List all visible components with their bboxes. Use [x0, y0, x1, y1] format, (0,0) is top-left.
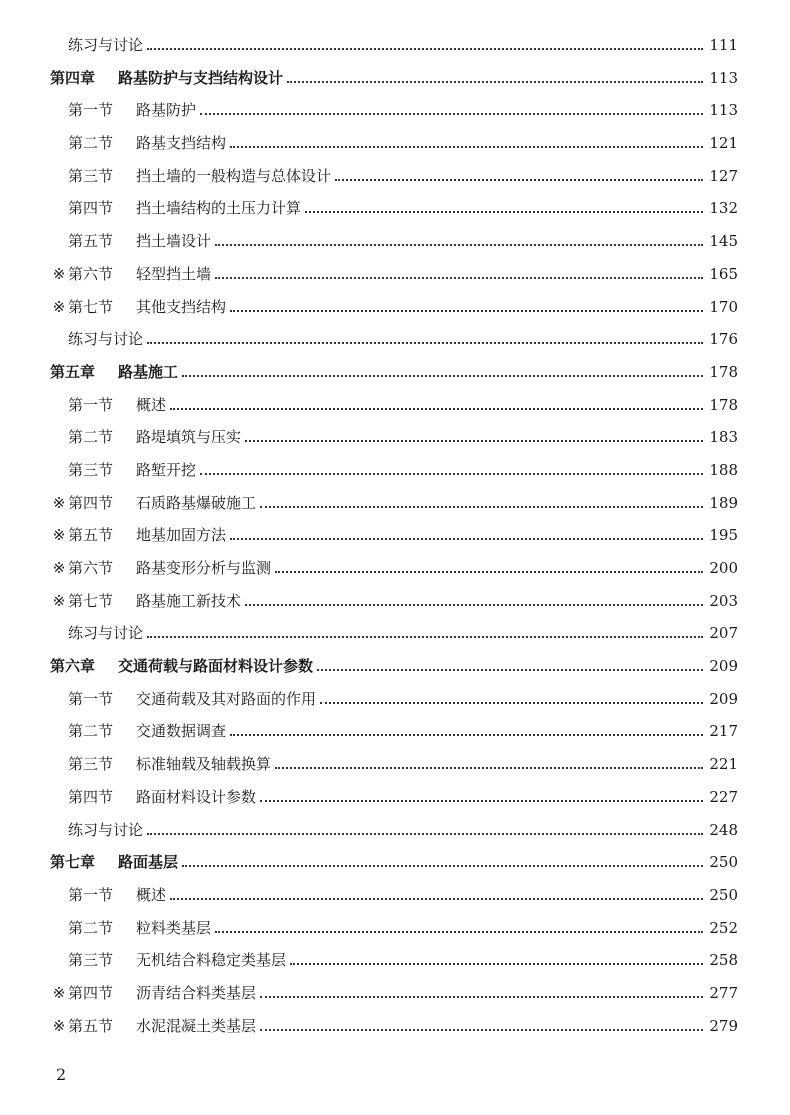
- page-ref: 121: [709, 134, 738, 153]
- toc-section-row[interactable]: [0, 944, 790, 977]
- page-ref: 183: [709, 428, 738, 447]
- section-title: 路基支挡结构: [136, 134, 227, 153]
- section-number: 第一节: [68, 885, 114, 904]
- toc-section-row[interactable]: [0, 977, 790, 1010]
- dot-leader: [260, 505, 703, 508]
- dot-leader: [200, 472, 703, 475]
- section-title: 交通数据调查: [136, 722, 227, 741]
- section-title: 路基变形分析与监测: [136, 559, 272, 577]
- dot-leader: [320, 701, 703, 704]
- dot-leader: [215, 930, 703, 933]
- toc-section-row[interactable]: [0, 225, 790, 258]
- table-of-contents: [0, 29, 790, 1042]
- section-number: 第六节: [68, 559, 114, 577]
- page-ref: 178: [709, 362, 738, 381]
- dot-leader: [147, 832, 703, 835]
- page-ref: 248: [709, 820, 738, 839]
- toc-section-row[interactable]: [0, 160, 790, 193]
- page-ref: 209: [709, 657, 738, 676]
- section-title: 沥青结合料类基层: [136, 983, 257, 1002]
- dot-leader: [200, 112, 703, 115]
- toc-section-row[interactable]: [0, 617, 790, 650]
- section-title: 路堤填筑与压实: [136, 428, 242, 447]
- dot-leader: [245, 603, 703, 606]
- chapter-number: 第七章: [50, 853, 96, 872]
- section-number: 第三节: [68, 460, 114, 479]
- section-number: 第六节: [68, 264, 114, 283]
- page-ref: 195: [709, 526, 738, 545]
- section-title: 标准轴载及轴载换算: [136, 755, 272, 774]
- section-number: 第五节: [68, 526, 114, 545]
- chapter-number: 第六章: [50, 657, 96, 676]
- dot-leader: [182, 374, 703, 377]
- section-title: 路面材料设计参数: [136, 787, 257, 806]
- chapter-title: 路基施工: [118, 362, 179, 381]
- toc-section-row[interactable]: [0, 29, 790, 62]
- section-title: 轻型挡土墙: [136, 264, 212, 283]
- section-title: 无机结合料稳定类基层: [136, 951, 287, 970]
- section-title: 练习与讨论: [68, 624, 144, 643]
- section-title: 练习与讨论: [68, 330, 144, 349]
- page-ref: 113: [709, 101, 738, 120]
- toc-section-row[interactable]: [0, 814, 790, 847]
- optional-marker: ※: [52, 591, 66, 610]
- optional-marker: ※: [52, 526, 66, 545]
- dot-leader: [275, 766, 703, 769]
- page-ref: 203: [709, 591, 738, 610]
- chapter-number: 第四章: [50, 68, 96, 87]
- section-title: 路堑开挖: [136, 460, 197, 479]
- section-number: 第三节: [68, 951, 114, 970]
- dot-leader: [260, 799, 703, 802]
- toc-section-row[interactable]: [0, 487, 790, 520]
- page-ref: 127: [709, 166, 738, 185]
- dot-leader: [230, 309, 703, 312]
- section-title: 概述: [136, 395, 167, 414]
- dot-leader: [170, 897, 703, 900]
- page-ref: 277: [709, 983, 738, 1002]
- chapter-title: 路面基层: [118, 853, 179, 872]
- dot-leader: [147, 341, 703, 344]
- toc-section-row[interactable]: [0, 781, 790, 814]
- section-number: 第四节: [68, 983, 114, 1002]
- toc-section-row[interactable]: [0, 389, 790, 422]
- dot-leader: [147, 47, 703, 50]
- dot-leader: [305, 210, 703, 213]
- dot-leader: [260, 1028, 703, 1031]
- page-ref: 145: [709, 232, 738, 251]
- toc-chapter-row[interactable]: [0, 356, 790, 389]
- section-number: 第五节: [68, 232, 114, 251]
- optional-marker: ※: [52, 493, 66, 512]
- dot-leader: [260, 995, 703, 998]
- page-ref: 209: [709, 689, 738, 708]
- toc-chapter-row[interactable]: [0, 846, 790, 879]
- page-ref: 113: [709, 68, 738, 87]
- section-number: 第二节: [68, 428, 114, 447]
- dot-leader: [230, 733, 703, 736]
- toc-section-row[interactable]: [0, 421, 790, 454]
- page-ref: 200: [709, 559, 738, 577]
- dot-leader: [230, 537, 703, 540]
- chapter-title: 交通荷载与路面材料设计参数: [118, 657, 314, 676]
- section-number: 第一节: [68, 689, 114, 708]
- dot-leader: [335, 178, 703, 181]
- toc-section-row[interactable]: [0, 879, 790, 912]
- toc-section-row[interactable]: [0, 291, 790, 324]
- toc-chapter-row[interactable]: [0, 62, 790, 95]
- page-ref: 207: [709, 624, 738, 643]
- page-ref: 189: [709, 493, 738, 512]
- page-ref: 176: [709, 330, 738, 349]
- dot-leader: [245, 439, 703, 442]
- page-ref: 188: [709, 460, 738, 479]
- section-title: 路基施工新技术: [136, 591, 242, 610]
- page-ref: 252: [709, 918, 738, 937]
- dot-leader: [215, 243, 703, 246]
- section-title: 路基防护: [136, 101, 197, 120]
- section-number: 第四节: [68, 787, 114, 806]
- toc-chapter-row[interactable]: [0, 650, 790, 683]
- toc-section-row[interactable]: [0, 912, 790, 945]
- section-number: 第四节: [68, 199, 114, 218]
- dot-leader: [290, 962, 703, 965]
- chapter-title: 路基防护与支挡结构设计: [118, 68, 284, 87]
- toc-section-row[interactable]: [0, 127, 790, 160]
- toc-section-row[interactable]: [0, 192, 790, 225]
- section-number: 第一节: [68, 395, 114, 414]
- page-ref: 111: [709, 36, 738, 54]
- chapter-number: 第五章: [50, 362, 96, 381]
- section-title: 挡土墙结构的土压力计算: [136, 199, 302, 218]
- section-number: 第二节: [68, 918, 114, 937]
- page-ref: 132: [709, 199, 738, 218]
- section-title: 交通荷载及其对路面的作用: [136, 689, 317, 708]
- toc-section-row[interactable]: [0, 323, 790, 356]
- section-title: 挡土墙的一般构造与总体设计: [136, 166, 332, 185]
- page-number: 2: [56, 1065, 67, 1084]
- toc-section-row[interactable]: [0, 258, 790, 291]
- toc-section-row[interactable]: [0, 1010, 790, 1043]
- section-title: 练习与讨论: [68, 36, 144, 54]
- section-title: 其他支挡结构: [136, 297, 227, 316]
- optional-marker: ※: [52, 1016, 66, 1035]
- dot-leader: [230, 145, 703, 148]
- section-number: 第七节: [68, 297, 114, 316]
- dot-leader: [170, 407, 703, 410]
- page-ref: 178: [709, 395, 738, 414]
- dot-leader: [275, 570, 703, 573]
- section-title: 挡土墙设计: [136, 232, 212, 251]
- section-number: 第四节: [68, 493, 114, 512]
- section-number: 第五节: [68, 1016, 114, 1035]
- optional-marker: ※: [52, 559, 66, 577]
- section-title: 粒料类基层: [136, 918, 212, 937]
- dot-leader: [215, 276, 703, 279]
- toc-section-row[interactable]: [0, 94, 790, 127]
- dot-leader: [182, 864, 703, 867]
- section-number: 第二节: [68, 722, 114, 741]
- section-title: 概述: [136, 885, 167, 904]
- toc-section-row[interactable]: [0, 454, 790, 487]
- page-ref: 250: [709, 885, 738, 904]
- section-number: 第三节: [68, 166, 114, 185]
- toc-section-row[interactable]: [0, 715, 790, 748]
- page-ref: 221: [709, 755, 738, 774]
- optional-marker: ※: [52, 297, 66, 316]
- page-ref: 279: [709, 1016, 738, 1035]
- toc-section-row[interactable]: [0, 585, 790, 618]
- section-number: 第二节: [68, 134, 114, 153]
- optional-marker: ※: [52, 983, 66, 1002]
- section-title: 石质路基爆破施工: [136, 493, 257, 512]
- dot-leader: [287, 80, 703, 83]
- toc-section-row[interactable]: [0, 748, 790, 781]
- dot-leader: [147, 635, 703, 638]
- page-ref: 258: [709, 951, 738, 970]
- section-title: 练习与讨论: [68, 820, 144, 839]
- section-title: 水泥混凝土类基层: [136, 1016, 257, 1035]
- page-ref: 165: [709, 264, 738, 283]
- optional-marker: ※: [52, 264, 66, 283]
- page-ref: 227: [709, 787, 738, 806]
- page-ref: 170: [709, 297, 738, 316]
- section-number: 第七节: [68, 591, 114, 610]
- dot-leader: [317, 668, 703, 671]
- section-title: 地基加固方法: [136, 526, 227, 545]
- toc-section-row[interactable]: [0, 552, 790, 585]
- page-ref: 217: [709, 722, 738, 741]
- page-ref: 250: [709, 853, 738, 872]
- toc-section-row[interactable]: [0, 683, 790, 716]
- section-number: 第三节: [68, 755, 114, 774]
- toc-section-row[interactable]: [0, 519, 790, 552]
- section-number: 第一节: [68, 101, 114, 120]
